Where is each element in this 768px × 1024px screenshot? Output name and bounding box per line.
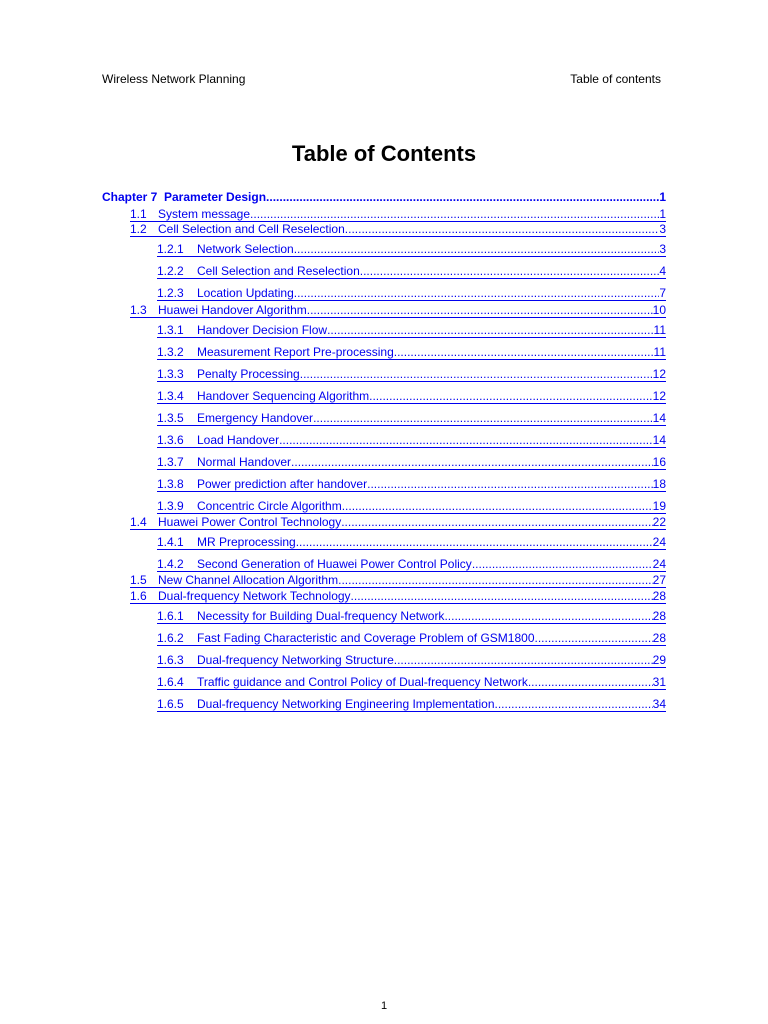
toc-entry-1-3-4[interactable] [157,387,666,404]
toc-leader-dots [345,222,660,236]
toc-entry-title: Cell Selection and Cell Reselection [158,222,345,236]
toc-entry-number: 1.2 [130,222,147,236]
toc-entry-page: 27 [652,573,666,587]
toc-leader-dots [351,589,653,603]
toc-entry-number: 1.3.9 [157,499,184,513]
toc-entry-number: 1.2.3 [157,286,184,300]
toc-entry-title: Load Handover [197,433,280,447]
toc-entry-title: Fast Fading Characteristic and Coverage Problem of GSM1800 [197,631,535,645]
toc-entry-1-6-5[interactable] [157,695,666,712]
toc-leader-dots [294,242,660,256]
toc-entry-1-3-3[interactable] [157,365,666,382]
toc-entry-number: 1.6.2 [157,631,184,645]
toc-entry-page: 14 [652,411,666,425]
toc-entry-page: 12 [652,389,666,403]
toc-entry-number: 1.4.1 [157,535,184,549]
toc-entry-page: 12 [652,367,666,381]
toc-entry-number: 1.6.4 [157,675,184,689]
toc-entry-title: Penalty Processing [197,367,300,381]
toc-entry-page: 1 [659,207,666,221]
toc-entry-page: 19 [652,499,666,513]
toc-leader-dots [394,653,653,667]
toc-entry-1-6-3[interactable] [157,651,666,668]
toc-entry-1-4-2[interactable] [157,555,666,572]
toc-leader-dots [307,303,653,317]
toc-entry-page: 31 [652,675,666,689]
toc-entry-number: 1.3 [130,303,147,317]
toc-entry-title: Huawei Handover Algorithm [158,303,307,317]
toc-entry-title: Concentric Circle Algorithm [197,499,342,513]
toc-entry-title: Power prediction after handover [197,477,368,491]
toc-leader-dots [327,323,653,337]
toc-entry-title: Network Selection [197,242,294,256]
toc-entry-title: Handover Sequencing Algorithm [197,389,370,403]
toc-entry-page: 34 [652,697,666,711]
toc-entry-number: 1.2.2 [157,264,184,278]
toc-leader-dots [472,557,653,571]
running-header-right: Table of contents [570,72,661,86]
toc-entry-page: 10 [652,303,666,317]
toc-entry-1-3-5[interactable] [157,409,666,426]
toc-entry-title: Necessity for Building Dual-frequency Network [197,609,445,623]
toc-entry-page: 28 [652,631,666,645]
toc-entry-number: Chapter 7 [102,190,158,204]
toc-leader-dots [369,389,653,403]
toc-entry-number: 1.1 [130,207,147,221]
toc-entry-title: Second Generation of Huawei Power Control Policy [197,557,472,571]
toc-entry-title: Normal Handover [197,455,292,469]
toc-entry-number: 1.3.5 [157,411,184,425]
toc-entry-title: Traffic guidance and Control Policy of Dual-frequency Network [197,675,528,689]
toc-entry-page: 11 [653,323,666,337]
toc-leader-dots [338,573,653,587]
toc-entry-1-3-7[interactable] [157,453,666,470]
toc-entry-page: 1 [659,190,666,204]
toc-entry-title: Dual-frequency Network Technology [158,589,351,603]
page-title: Table of Contents [291,141,477,166]
toc-entry-title: Huawei Power Control Technology [158,515,342,529]
toc-entry-page: 18 [652,477,666,491]
toc-entry-number: 1.2.1 [157,242,184,256]
toc-entry-title: Location Updating [197,286,294,300]
toc-entry-number: 1.3.8 [157,477,184,491]
toc-entry-number: 1.4.2 [157,557,184,571]
toc-leader-dots [360,264,660,278]
toc-leader-dots [394,345,654,359]
toc-entry-page: 14 [652,433,666,447]
toc-entry-1-6[interactable] [130,587,666,604]
toc-entry-page: 22 [652,515,666,529]
toc-entry-1-4-1[interactable] [157,533,666,550]
toc-entry-page: 28 [652,609,666,623]
toc-entry-number: 1.3.4 [157,389,184,403]
toc-entry-page: 3 [659,242,666,256]
toc-entry-title: Parameter Design [164,190,267,204]
toc-entry-page: 16 [652,455,666,469]
toc-leader-dots [300,367,653,381]
toc-entry-1-6-4[interactable] [157,673,666,690]
toc-entry-title: System message [158,207,251,221]
toc-entry-number: 1.3.2 [157,345,184,359]
toc-entry-number: 1.4 [130,515,147,529]
toc-leader-dots [291,455,653,469]
toc-entry-number: 1.6.3 [157,653,184,667]
toc-entry-page: 28 [652,589,666,603]
toc-entry-title: Handover Decision Flow [197,323,328,337]
toc-entry-title: Measurement Report Pre-processing [197,345,394,359]
toc-entry-1-3-8[interactable] [157,475,666,492]
toc-leader-dots [495,697,653,711]
toc-entry-number: 1.6 [130,589,147,603]
toc-entry-page: 7 [659,286,666,300]
toc-entry-1-3-6[interactable] [157,431,666,448]
toc-entry-number: 1.3.1 [157,323,184,337]
toc-entry-1-3-1[interactable] [157,321,666,338]
toc-entry-number: 1.3.3 [157,367,184,381]
toc-entry-title: MR Preprocessing [197,535,296,549]
toc-leader-dots [528,675,653,689]
toc-leader-dots [313,411,653,425]
toc-leader-dots [444,609,652,623]
toc-leader-dots [250,207,659,221]
running-header-left: Wireless Network Planning [102,72,246,86]
toc-entry-title: Cell Selection and Reselection [197,264,360,278]
toc-leader-dots [279,433,653,447]
toc-entry-title: New Channel Allocation Algorithm [158,573,339,587]
toc-entry-1-4[interactable] [130,513,666,530]
toc-entry-number: 1.5 [130,573,147,587]
toc-entry-chapter-7[interactable] [102,188,666,204]
toc-entry-1-3-9[interactable] [157,497,666,514]
page-number: 1 [380,1000,388,1012]
toc-entry-1-2-2[interactable] [157,262,666,279]
toc-entry-page: 24 [652,557,666,571]
toc-entry-1-3[interactable] [130,301,666,318]
toc-entry-title: Dual-frequency Networking Engineering Implementation [197,697,495,711]
toc-leader-dots [535,631,653,645]
toc-entry-number: 1.3.6 [157,433,184,447]
toc-entry-page: 11 [653,345,666,359]
toc-entry-1-2-3[interactable] [157,284,666,301]
toc-entry-1-2[interactable] [130,220,666,237]
toc-entry-number: 1.3.7 [157,455,184,469]
toc-entry-1-2-1[interactable] [157,240,666,257]
toc-leader-dots [367,477,653,491]
toc-leader-dots [296,535,653,549]
toc-entry-page: 24 [652,535,666,549]
toc-entry-1-5[interactable] [130,571,666,588]
toc-leader-dots [294,286,660,300]
toc-entry-page: 3 [659,222,666,236]
toc-leader-dots [341,515,652,529]
toc-entry-number: 1.6.1 [157,609,184,623]
toc-entry-page: 29 [652,653,666,667]
toc-leader-dots [342,499,653,513]
toc-entry-1-3-2[interactable] [157,343,666,360]
toc-entry-title: Dual-frequency Networking Structure [197,653,394,667]
toc-leader-dots [266,190,659,204]
toc-entry-1-6-1[interactable] [157,607,666,624]
toc-entry-1-6-2[interactable] [157,629,666,646]
toc-entry-title: Emergency Handover [197,411,314,425]
toc-entry-page: 4 [659,264,666,278]
toc-entry-number: 1.6.5 [157,697,184,711]
